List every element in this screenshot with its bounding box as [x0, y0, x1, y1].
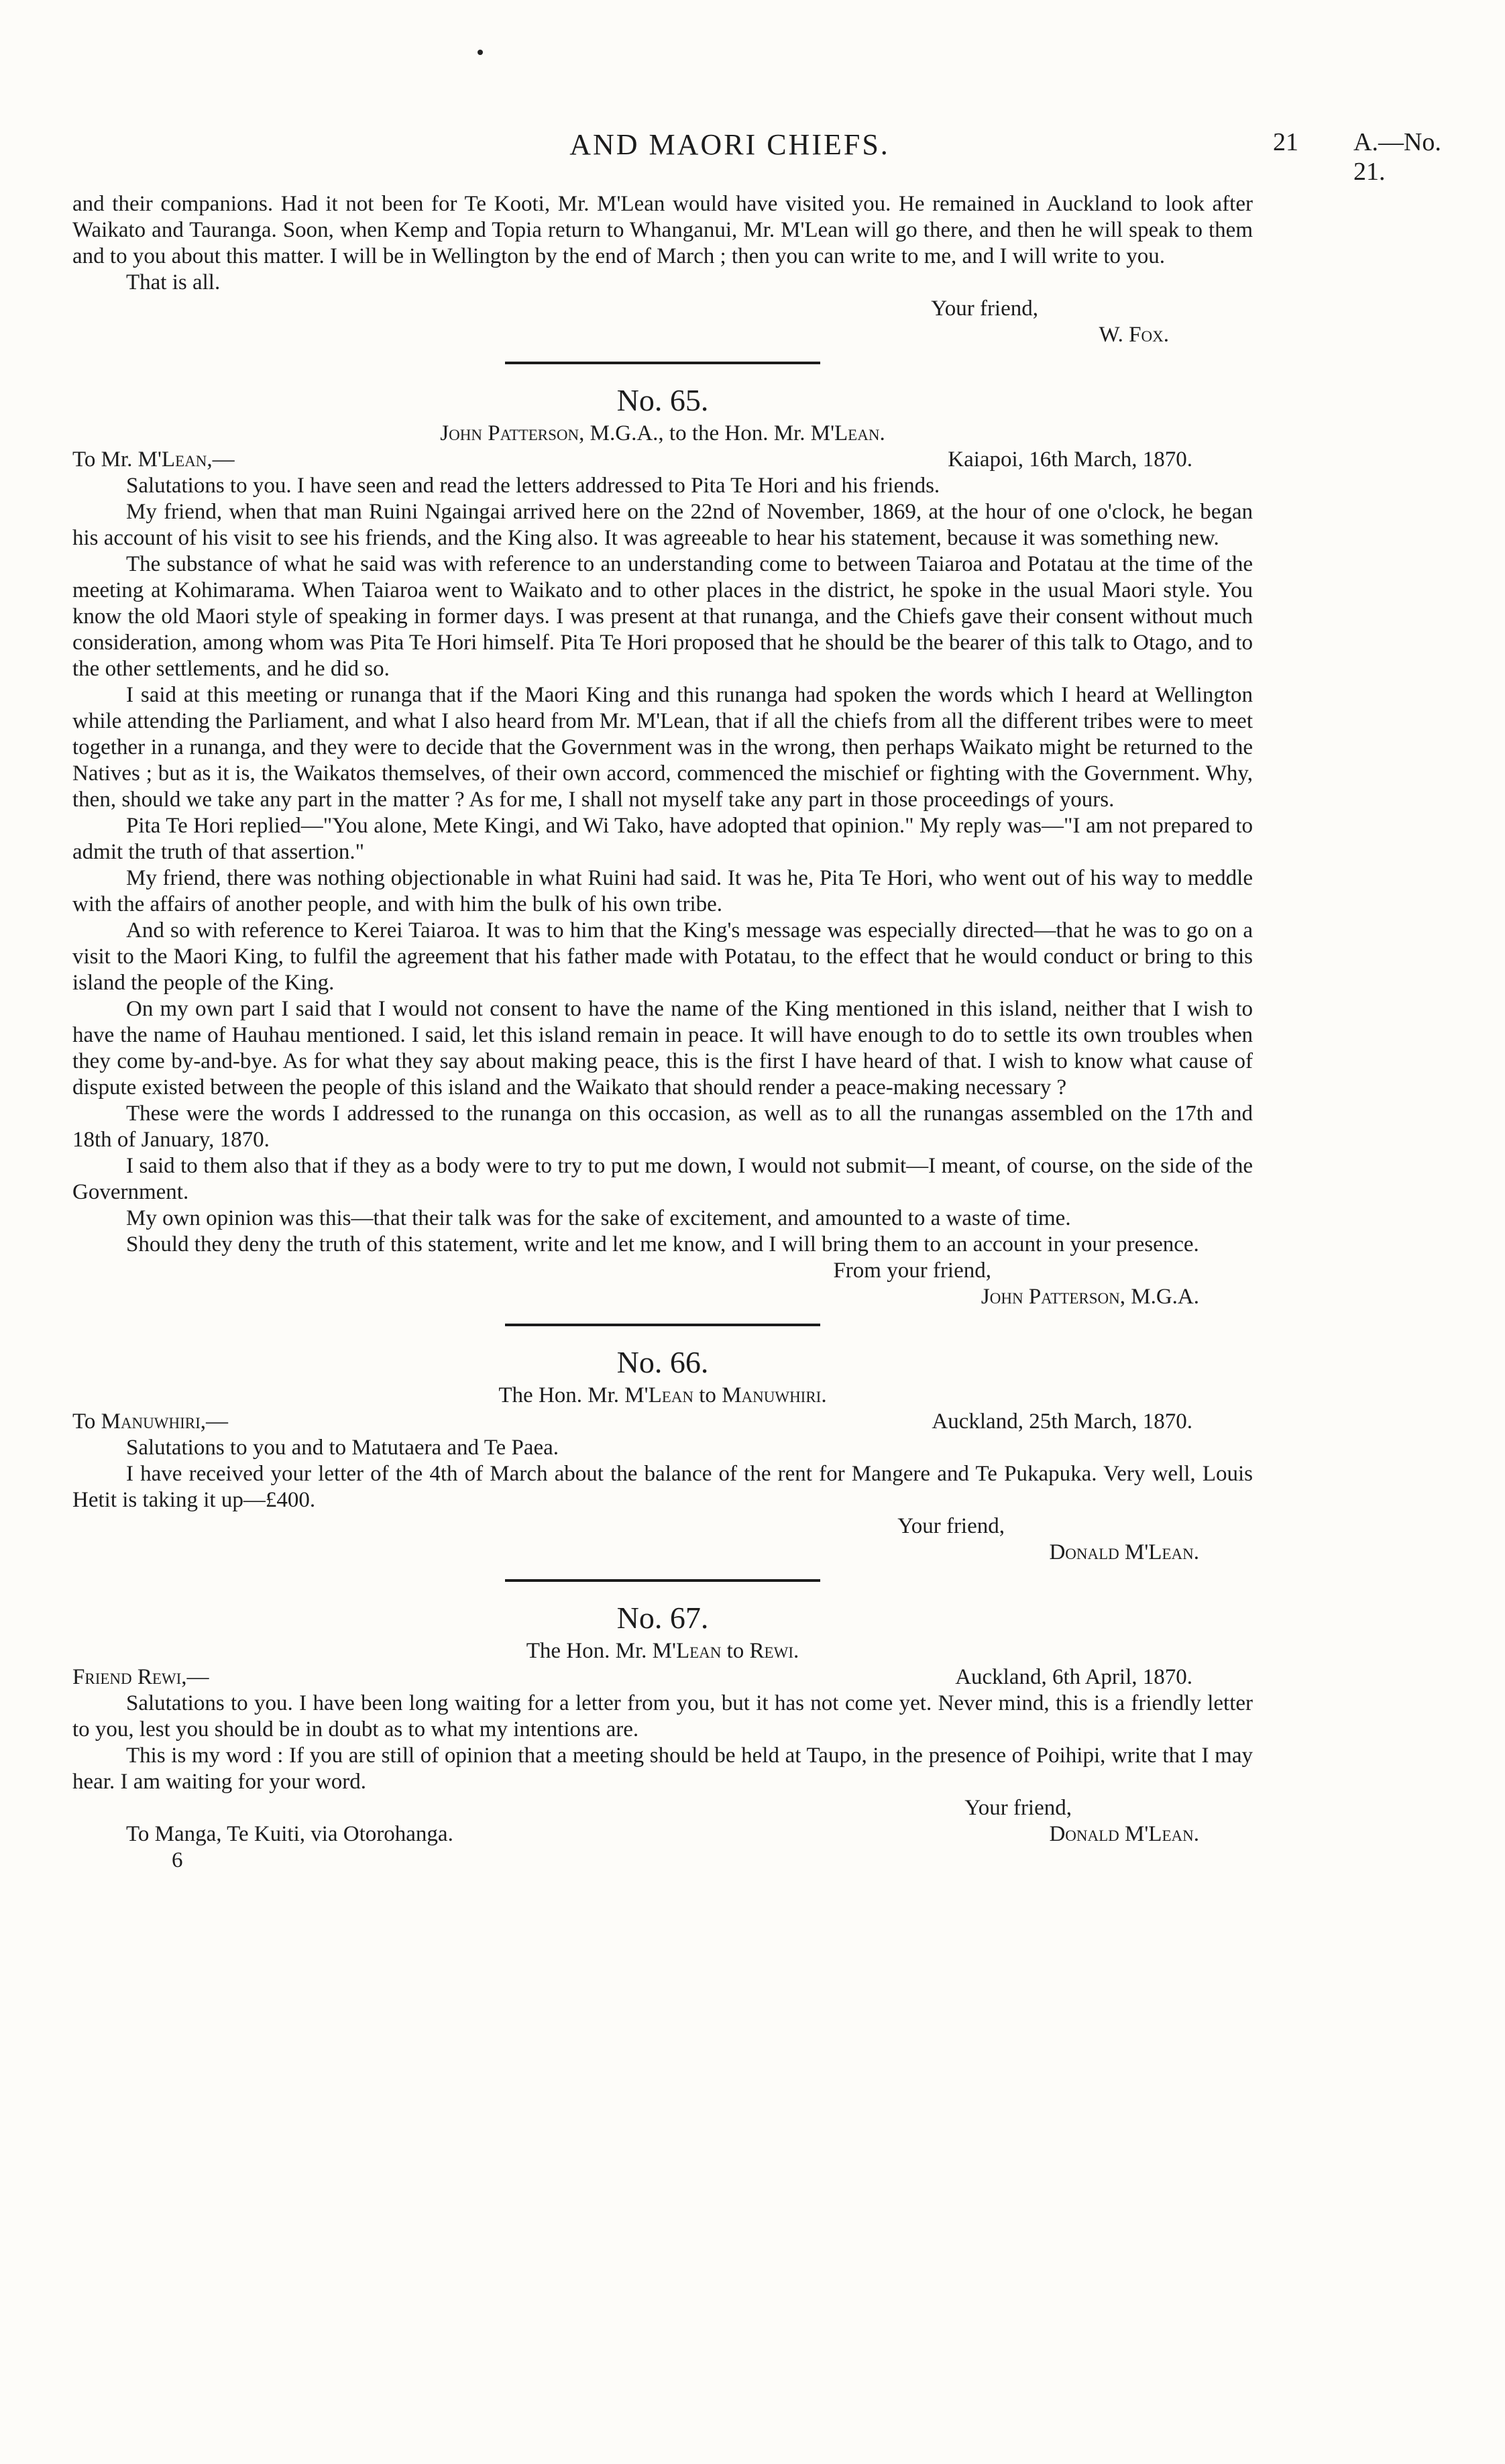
addressee: To Mr. M'Lean,—	[72, 447, 235, 472]
printer-dot	[478, 50, 483, 55]
letter-number: No. 66.	[616, 1345, 709, 1379]
address-line	[72, 447, 1253, 473]
valediction: Your friend,	[964, 1796, 1072, 1820]
letter-subtitle: The Hon. Mr. M'Lean to Rewi.	[526, 1639, 799, 1663]
signature: W. Fox.	[1099, 323, 1169, 347]
paragraph: My friend, there was nothing objectionable in what Ruini had said. It was he, Pita Te Hori, who went out of his way to meddle with the affairs of another people, and with him the bulk of his own tribe.	[72, 866, 1253, 916]
signature: Donald M'Lean.	[1049, 1822, 1199, 1846]
paragraph: This is my word : If you are still of opinion that a meeting should be held at Taupo, in the presence of Poihipi, write that I may hear. I am waiting for your word.	[72, 1744, 1253, 1794]
closing-line: That is all.	[126, 270, 221, 294]
letter-continuation	[72, 191, 1253, 348]
address-line	[72, 1409, 1253, 1435]
letter-66	[72, 1344, 1253, 1566]
place-date: Kaiapoi, 16th March, 1870.	[948, 447, 1192, 472]
signature-mark: 6	[172, 1848, 183, 1872]
place-date: Auckland, 25th March, 1870.	[932, 1409, 1192, 1434]
recipient-name: M'Lean.	[810, 421, 885, 445]
valediction: Your friend,	[897, 1514, 1005, 1538]
paragraph: Salutations to you and to Matutaera and Te Paea.	[126, 1436, 559, 1460]
page-number: 21	[1273, 128, 1298, 156]
paragraph: And so with reference to Kerei Taiaroa. It was to him that the King's message was especially directed—that he was to go on a visit to the Maori King, to fulfil the agreement that his father made with Potatau, to the effect that he would conduct or bring to this island the people of the King.	[72, 918, 1253, 995]
document-body	[72, 191, 1253, 1874]
letter-subtitle	[72, 421, 1253, 447]
letter-subtitle: The Hon. Mr. M'Lean to Manuwhiri.	[498, 1383, 827, 1407]
paragraph: The substance of what he said was with reference to an understanding come to between Taiaroa and Potatau at the time of the meeting at Kohimarama. When Taiaroa went to Waikato and to other places in the district, he spoke in the usual Maori style. You know the old Maori style of speaking in former days. I was present at that runanga, and the Chiefs gave their consent without much consideration, among whom was Pita Te Hori himself. Pita Te Hori proposed that he should be the bearer of this talk to Otago, and to the other settlements, and he did so.	[72, 552, 1253, 681]
paragraph: and their companions. Had it not been for Te Kooti, Mr. M'Lean would have visited you. He remained in Auckland to look after Waikato and Tauranga. Soon, when Kemp and Topia return to Whanganui, Mr. M'Lean will go there, and then he will speak to them and to you about this matter. I will be in Wellington by the end of March ; then you can write to me, and I will write to you.	[72, 192, 1253, 268]
section-divider	[505, 1324, 820, 1326]
paragraph: I have received your letter of the 4th of March about the balance of the rent for Mangere and Te Pukapuka. Very well, Louis Hetit is taking it up—£400.	[72, 1462, 1253, 1512]
letter-67	[72, 1599, 1253, 1874]
signature: John Patterson, M.G.A.	[981, 1285, 1199, 1309]
letter-65	[72, 382, 1253, 1310]
closing-line	[72, 1821, 1253, 1847]
valediction: From your friend,	[833, 1258, 991, 1283]
paragraph: I said at this meeting or runanga that if the Maori King and this runanga had spoken the words which I heard at Wellington while attending the Parliament, and what I also heard from Mr. M'Lean, that if all the chiefs from all the different tribes were to meet together in a runanga, and they were to decide that the Government was in the wrong, then perhaps Waikato might be returned to the Natives ; but as it is, the Waikatos themselves, of their own accord, commenced the mischief or fighting with the Government. Why, then, should we take any part in the matter ? As for me, I shall not myself take any part in those proceedings of yours.	[72, 683, 1253, 812]
addressee: Friend Rewi,—	[72, 1665, 209, 1689]
letter-number: No. 67.	[616, 1601, 709, 1635]
paragraph: These were the words I addressed to the runanga on this occasion, as well as to all the runangas assembled on the 17th and 18th of January, 1870.	[72, 1102, 1253, 1152]
paragraph: My friend, when that man Ruini Ngaingai arrived here on the 22nd of November, 1869, at the hour of one o'clock, he began his account of his visit to see his friends, and the King also. It was agreeable to hear his statement, because it was something new.	[72, 500, 1253, 550]
paragraph: I said to them also that if they as a body were to try to put me down, I would not submit—I meant, of course, on the side of the Government.	[72, 1154, 1253, 1204]
page-title: AND MAORI CHIEFS.	[569, 128, 890, 161]
paragraph: On my own part I said that I would not consent to have the name of the King mentioned in this island, neither that I wish to have the name of Hauhau mentioned. I said, let this island remain in peace. It will have enough to do to settle its own troubles when they come by-and-bye. As for what they say about making peace, this is the first I have heard of that. I wish to know what cause of dispute existed between the people of this island and the Waikato that should render a peace-making necessary ?	[72, 997, 1253, 1100]
valediction: Your friend,	[931, 297, 1038, 321]
paragraph: Pita Te Hori replied—"You alone, Mete Kingi, and Wi Tako, have adopted that opinion." My reply was—"I am not prepared to admit the truth of that assertion."	[72, 814, 1253, 864]
section-divider	[505, 1579, 820, 1582]
paragraph: Salutations to you. I have been long waiting for a letter from you, but it has not come yet. Never mind, this is a friendly letter to you, lest you should be in doubt as to what my intentions are.	[72, 1691, 1253, 1742]
running-header	[72, 127, 1447, 186]
section-divider	[505, 362, 820, 364]
postal-address: To Manga, Te Kuiti, via Otorohanga.	[126, 1822, 453, 1846]
paragraph: My own opinion was this—that their talk was for the sake of excitement, and amounted to a waste of time.	[126, 1206, 1071, 1230]
address-line	[72, 1664, 1253, 1691]
author-name: John Patterson	[440, 421, 579, 445]
paragraph: Salutations to you. I have seen and read the letters addressed to Pita Te Hori and his friends.	[126, 474, 940, 498]
signature: Donald M'Lean.	[1049, 1540, 1199, 1564]
document-reference: A.—No. 21.	[1353, 128, 1441, 186]
subtitle-text: , M.G.A., to the Hon. Mr.	[579, 421, 811, 445]
place-date: Auckland, 6th April, 1870.	[955, 1665, 1192, 1689]
letter-number: No. 65.	[616, 383, 709, 417]
paragraph: Should they deny the truth of this statement, write and let me know, and I will bring them to an account in your presence.	[126, 1232, 1199, 1256]
addressee: To Manuwhiri,—	[72, 1409, 229, 1434]
